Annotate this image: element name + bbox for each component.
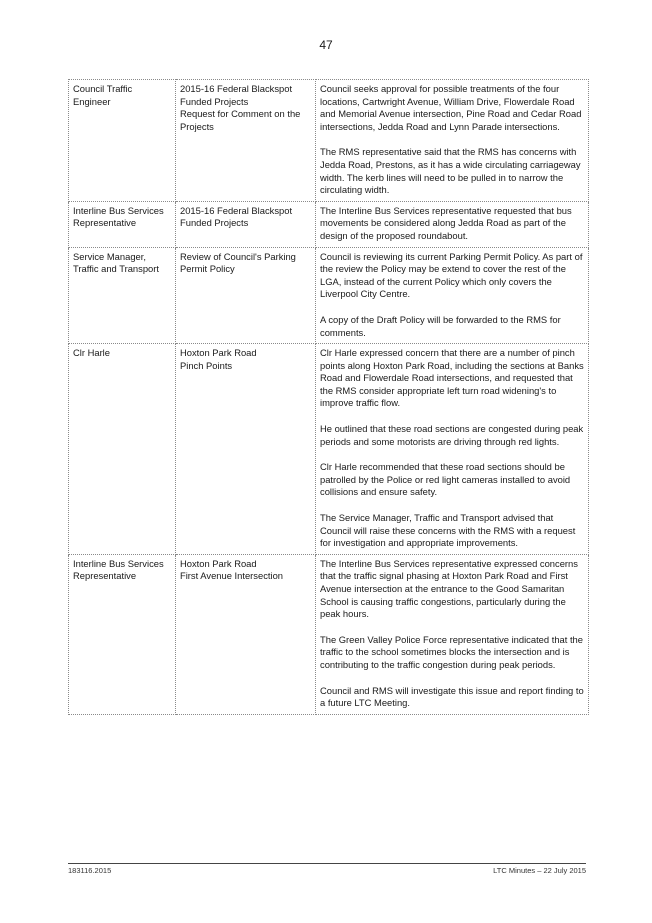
table-row (69, 247, 589, 344)
table-row (69, 80, 589, 202)
attendee-name: Clr Harle (73, 347, 110, 359)
subject-line: 2015-16 Federal Blackspot Funded Projects (180, 83, 293, 107)
footer-document-title: LTC Minutes – 22 July 2015 (493, 866, 586, 875)
discussion-paragraph: A copy of the Draft Policy will be forwarded to the RMS for comments. (320, 313, 561, 338)
subject-line: Review of Council's Parking Permit Policy (180, 250, 296, 275)
discussion-cell (316, 554, 589, 714)
table-row (69, 554, 589, 714)
page-number: 47 (319, 38, 333, 52)
discussion-cell (316, 201, 589, 247)
subject-line: First Avenue Intersection (180, 570, 284, 582)
attendee-cell (69, 80, 176, 202)
footer-divider (68, 863, 586, 864)
discussion-paragraph: The RMS representative said that the RMS has concerns with Jedda Road, Prestons, as it has a wide circulating carriageway width. The kerb lines will need to be pulled in to narrow the circulating width. (320, 146, 581, 196)
attendee-cell (69, 554, 176, 714)
discussion-paragraph: He outlined that these road sections are congested during peak periods and some motorists are driving through red lights. (320, 423, 584, 447)
discussion-paragraph: The Service Manager, Traffic and Transport advised that Council will raise these concerns with the RMS with a request for investigation and appropriate improvements. (320, 512, 576, 549)
table-row (69, 201, 589, 247)
subject-cell (176, 554, 316, 714)
discussion-paragraph: Council seeks approval for possible treatments of the four locations, Cartwright Avenue, William Drive, Flowerdale Road and Memorial Avenue intersection, Pine Road and Cedar Road intersections, Jedda Road and Lynn Parade intersections. (320, 83, 582, 132)
discussion-paragraph: Council is reviewing its current Parking Permit Policy. As part of the review the Policy may be extend to cover the rest of the LGA, instead of the current Policy which only covers the Liverpool City Centre. (320, 250, 583, 300)
attendee-cell (69, 247, 176, 344)
subject-cell (176, 344, 316, 555)
discussion-paragraph: The Interline Bus Services representative expressed concerns that the traffic signal phasing at Hoxton Park Road and First Avenue intersection at the entrance to the Good Samaritan School is causing traffic congestions, particularly during the peak hours. (320, 557, 578, 620)
subject-cell (176, 247, 316, 344)
subject-line: 2015-16 Federal Blackspot Funded Projects (180, 204, 293, 229)
discussion-cell (316, 80, 589, 202)
table-row (69, 344, 589, 555)
discussion-cell (316, 344, 589, 555)
subject-line: Hoxton Park Road (180, 557, 257, 569)
subject-line: Request for Comment on the Projects (180, 108, 301, 132)
discussion-paragraph: Clr Harle expressed concern that there are a number of pinch points along Hoxton Park Road, including the sections at Banks Road and Flowerdale Road intersections, and requested that the RMS consider appropriate left turn road widening's to improve traffic flow. (320, 347, 584, 409)
attendee-cell (69, 344, 176, 555)
attendee-name: Council Traffic Engineer (73, 83, 133, 107)
subject-cell (176, 201, 316, 247)
subject-line: Pinch Points (180, 359, 233, 371)
discussion-cell (316, 247, 589, 344)
discussion-paragraph: The Interline Bus Services representative requested that bus movements be considered along Jedda Road as part of the design of the proposed roundabout. (320, 204, 572, 241)
discussion-paragraph: The Green Valley Police Force representative indicated that the traffic to the school sometimes blocks the intersection and is contributing to the traffic congestion during peak periods. (320, 633, 583, 670)
attendee-cell (69, 201, 176, 247)
minutes-table (68, 79, 589, 715)
minutes-table-body (69, 80, 589, 715)
discussion-paragraph: Council and RMS will investigate this issue and report finding to a future LTC Meeting. (320, 684, 584, 709)
subject-line: Hoxton Park Road (180, 347, 257, 359)
attendee-name: Service Manager, Traffic and Transport (73, 250, 159, 275)
footer-reference: 183116.2015 (68, 866, 112, 875)
subject-cell (176, 80, 316, 202)
attendee-name: Interline Bus Services Representative (73, 557, 164, 582)
attendee-name: Interline Bus Services Representative (73, 204, 164, 229)
discussion-paragraph: Clr Harle recommended that these road sections should be patrolled by the Police or red light cameras installed to avoid collisions and ensure safety. (320, 461, 571, 498)
